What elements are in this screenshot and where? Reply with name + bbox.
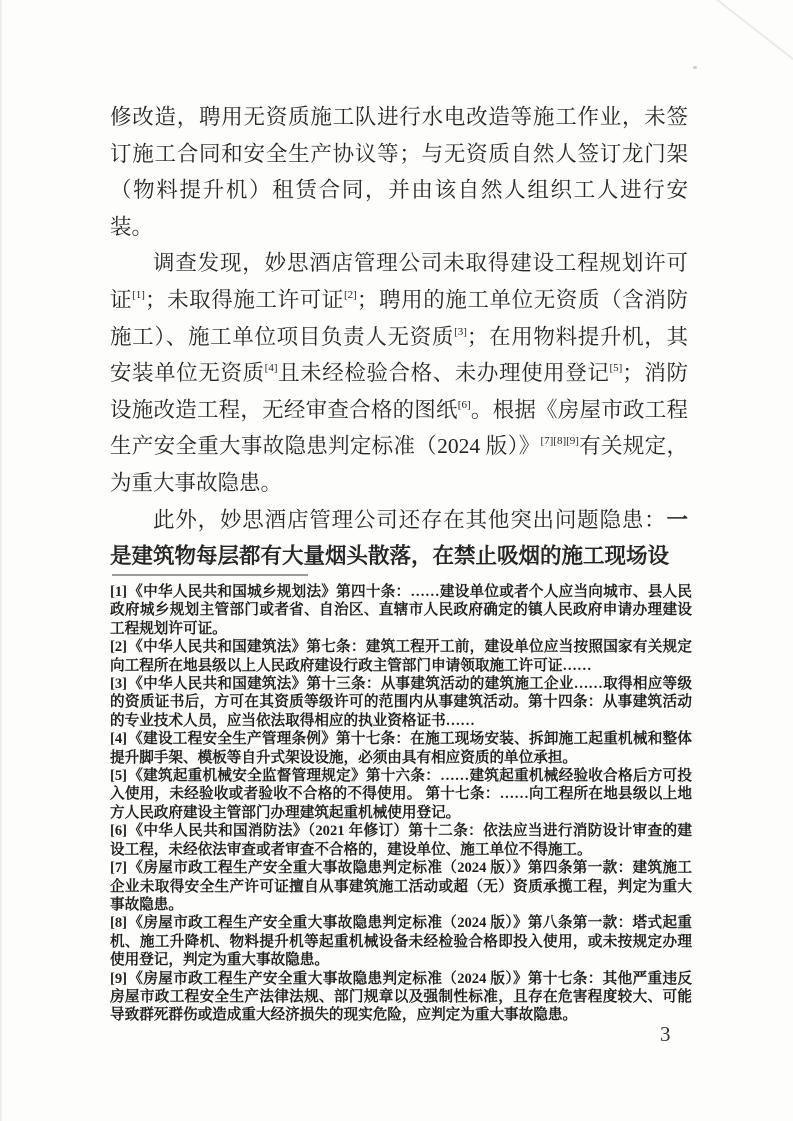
footnote-item [110,638,692,675]
scan-artifact-speck [693,66,697,69]
footnote-marker: [6] [110,823,128,840]
footnote-reference: [4] [264,362,278,375]
footnote-text: 《房屋市政工程生产安全重大事故隐患判定标准（2024 版）》第十七条：其他严重违反房屋市政工程安全生产法律法规、部门规章以及强制性标准，且存在危害程度较大、可能导致群死群伤或造成重大经济损失的现实危险，应判定为重大事故隐患。 [110,970,692,1024]
paragraph [110,245,688,501]
page-number: 3 [660,1022,671,1046]
footnote-item [110,675,692,730]
footnote-text: 《中华人民共和国建筑法》第十三条：从事建筑活动的建筑施工企业……取得相应等级的资质证书后，方可在其资质等级许可的范围内从事建筑活动。第十四条：从事建筑活动的专业技术人员，应当依法取得相应的执业资格证书…… [110,676,692,729]
footnote-item [110,914,692,969]
footnote-reference: [3] [454,325,467,338]
body-run: 。根据《房屋市政工程生产安全重大事故隐患判定标准（2024 版）》 [110,397,688,459]
footnote-marker: [4] [110,731,128,748]
footnote-text: 《房屋市政工程生产安全重大事故隐患判定标准（2024 版）》第四条第一款：建筑施工企业未取得安全生产许可证擅自从事建筑施工活动或超（无）资质承揽工程，判定为重大事故隐患。 [110,860,692,913]
footnote-text: 《中华人民共和国建筑法》第七条：建筑工程开工前，建设单位应当按照国家有关规定向工程所在地县级以上人民政府建设行政主管部门申请领取施工许可证…… [110,639,692,674]
footnote-item [110,730,692,767]
footnote-marker: [1] [110,584,128,600]
footnote-text: 《房屋市政工程生产安全重大事故隐患判定标准（2024 版）》第八条第一款：塔式起重机、施工升降机、物料提升机等起重机械设备未经检验合格即投入使用，或未按规定办理使用登记，判定为重大事故隐患。 [110,915,692,969]
footnote-reference: [7][8][9] [540,435,579,448]
body-run: 调查发现，妙思酒店管理公司未取得建设工程规划许可证 [110,251,688,312]
body-run: ；在用物料提升机，其安装单位无资质 [110,324,688,386]
footnote-marker: [2] [110,639,128,656]
footnote-reference: [2] [344,288,357,301]
body-text [110,99,688,575]
footnote-item [110,859,692,914]
footnote-text: 《中华人民共和国城乡规划法》第四十条：……建设单位或者个人应当向城市、县人民政府城乡规划主管部门或者省、自治区、直辖市人民政府确定的镇人民政府申请办理建设工程规划许可证。 [110,584,692,637]
footnote-marker: [8] [110,915,128,932]
footnote-reference: [5] [609,362,623,375]
paragraph [110,502,688,575]
footnote-text: 《建设工程安全生产管理条例》第十七条：在施工现场安装、拆卸施工起重机械和整体提升脚手架、模板等自升式架设设施，必须由具有相应资质的单位承担。 [110,731,692,766]
footnote-separator [112,574,308,576]
footnote-marker: [9] [110,970,128,987]
footnote-marker: [5] [110,768,128,785]
footnote-item [110,767,692,822]
footnote-reference: [1] [132,288,145,301]
footnote-item [110,822,692,859]
body-run: 有关规定，为重大事故隐患。 [110,434,688,495]
emphasis-text: 一是建筑物每层都有大量烟头散落，在禁止吸烟的施工现场设 [110,507,688,569]
footnote-text: 《建筑起重机械安全监督管理规定》第十六条：……建筑起重机械经验收合格后方可投入使用，未经验收或者验收不合格的不得使用。 第十七条：……向工程所在地县级以上地方人民政府建设主管部门办理建筑起重机械使用登记。 [110,768,692,821]
scan-artifact-left-edge [0,0,3,1121]
footnote-text: 《中华人民共和国消防法》（2021 年修订）第十二条：依法应当进行消防设计审查的建设工程，未经依法审查或者审查不合格的，建设单位、施工单位不得施工。 [110,823,692,858]
footnote-marker: [7] [110,860,128,877]
body-run: ；聘用的施工单位无资质（含消防施工）、施工单位项目负责人无资质 [110,287,688,349]
body-run: 此外，妙思酒店管理公司还存在其他突出问题隐患： [153,507,667,532]
body-run: ；消防设施改造工程，无经审查合格的图纸 [110,361,688,422]
paragraph [110,99,688,245]
footnote-reference: [6] [457,398,471,411]
footnote-item [110,583,692,638]
body-run: 且未经检验合格、未办理使用登记 [277,361,610,386]
footnotes [110,583,692,1025]
footnote-marker: [3] [110,676,128,693]
body-run: 修改造，聘用无资质施工队进行水电改造等施工作业，未签订施工合同和安全生产协议等；与无资质自然人签订龙门架（物料提升机）租赁合同，并由该自然人组织工人进行安装。 [110,105,688,239]
body-run: ；未取得施工许可证 [144,287,345,312]
scan-artifact-diagonal [692,0,793,74]
footnote-item [110,970,692,1025]
